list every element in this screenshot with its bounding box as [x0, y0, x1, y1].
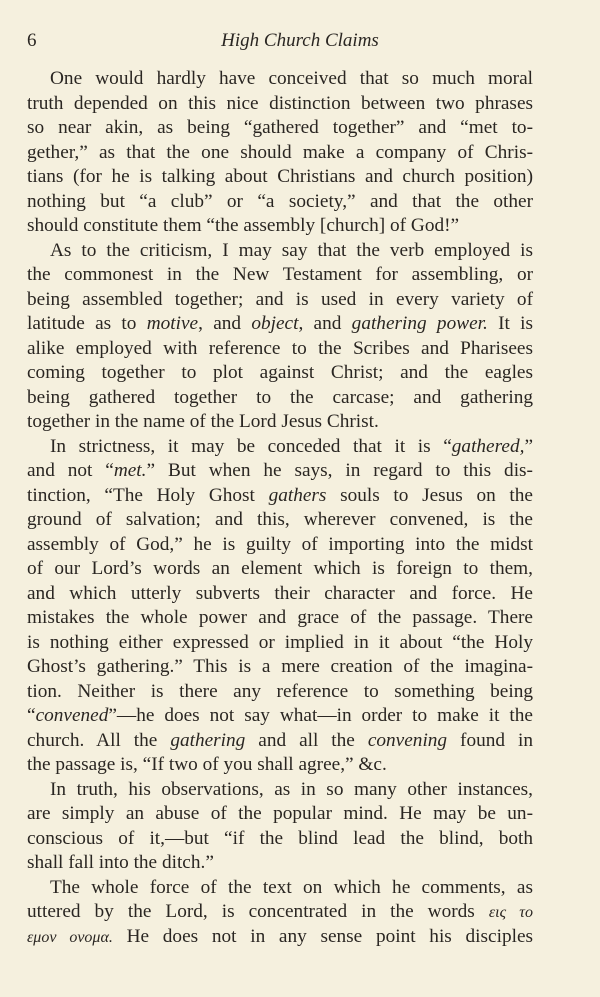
text-segment: church. All the [27, 729, 171, 751]
italic-text: gathered, [451, 435, 525, 457]
text-segment: the passage is, “If two of you shall agree,” &c. [27, 754, 387, 775]
body-text [27, 67, 533, 949]
text-line [27, 386, 533, 411]
text-segment: nothing but “a club” or “a society,” and that the other [27, 190, 533, 212]
text-segment: conscious of it,—but “if the blind lead the blind, both [27, 827, 533, 849]
text-segment: “ [27, 705, 36, 726]
text-segment: , and [198, 313, 252, 334]
text-line [27, 533, 533, 558]
italic-text: gathers [268, 484, 327, 506]
italic-text: gathering [170, 729, 246, 751]
text-segment: One would hardly have conceived that so much moral [50, 68, 533, 89]
text-segment: ”—he does not say what—in order to make it the [108, 705, 533, 726]
text-line [27, 876, 533, 901]
text-segment: uttered by the Lord, is concentrated in the words [27, 901, 489, 922]
italic-text: object [251, 313, 299, 334]
italic-text: gathering power. [351, 313, 488, 334]
text-segment: ” [524, 435, 533, 457]
text-line [27, 92, 533, 117]
text-segment: of our Lord’s words an element which is foreign to them, [27, 558, 533, 579]
text-line [27, 67, 533, 92]
text-line [27, 680, 533, 705]
text-segment: Ghost’s gathering.” This is a mere creation of the imagina- [27, 656, 533, 677]
text-line [27, 459, 533, 484]
text-line [27, 410, 533, 435]
text-line [27, 557, 533, 582]
text-segment: As to the criticism, I may say that the verb employed is [50, 239, 533, 261]
text-line [27, 484, 533, 509]
text-segment: found in [447, 729, 533, 751]
italic-text: convening [367, 729, 448, 751]
text-segment: gether,” as that the one should make a company of Chris- [27, 141, 533, 163]
text-segment: coming together to plot against Christ; and the eagles [27, 362, 533, 383]
text-segment: being gathered together to the carcase; and gathering [27, 386, 533, 408]
text-line [27, 704, 533, 729]
text-line [27, 288, 533, 313]
text-segment: together in the name of the Lord Jesus Christ. [27, 411, 379, 432]
text-line [27, 631, 533, 656]
text-segment: The whole force of the text on which he comments, as [50, 876, 533, 898]
italic-text: met. [113, 460, 147, 481]
text-line [27, 141, 533, 166]
text-segment: being assembled together; and is used in every variety of [27, 288, 533, 310]
text-segment: alike employed with reference to the Scribes and Pharisees [27, 337, 533, 359]
text-line [27, 925, 533, 950]
text-segment: and all the [245, 729, 368, 751]
text-segment: He does not in any sense point his disciples [112, 925, 534, 947]
page-number: 6 [27, 30, 37, 51]
text-segment: tion. Neither is there any reference to something being [27, 680, 533, 702]
text-line [27, 214, 533, 239]
text-line [27, 606, 533, 631]
text-segment: shall fall into the ditch.” [27, 852, 214, 873]
text-segment: souls to Jesus on the [326, 484, 533, 506]
text-line [27, 239, 533, 264]
greek-text: εμον ονομα. [27, 928, 113, 946]
text-segment: ground of salvation; and this, wherever convened, is the [27, 509, 533, 530]
text-segment: and which utterly subverts their character and force. He [27, 582, 533, 604]
text-line [27, 582, 533, 607]
text-segment: assembly of God,” he is guilty of importing into the midst [27, 533, 533, 555]
text-segment: so near akin, as being “gathered together” and “met to- [27, 117, 533, 138]
text-segment: In truth, his observations, as in so many other instances, [50, 778, 533, 800]
text-line [27, 165, 533, 190]
italic-text: motive [146, 313, 199, 334]
text-segment: tians (for he is talking about Christians and church position) [27, 166, 533, 187]
text-line [27, 361, 533, 386]
text-segment: is nothing either expressed or implied in it about “the Holy [27, 631, 533, 653]
text-line [27, 116, 533, 141]
text-line [27, 337, 533, 362]
running-title: High Church Claims [221, 30, 379, 51]
text-line [27, 312, 533, 337]
text-segment: In strictness, it may be conceded that it is “ [50, 435, 452, 457]
text-segment: truth depended on this nice distinction between two phrases [27, 92, 533, 114]
text-segment: and not “ [27, 460, 114, 481]
text-segment: tinction, “The Holy Ghost [27, 484, 269, 506]
text-line [27, 827, 533, 852]
text-line [27, 900, 533, 925]
text-line [27, 508, 533, 533]
text-line [27, 190, 533, 215]
text-line [27, 435, 533, 460]
text-line [27, 778, 533, 803]
text-line [27, 753, 533, 778]
text-line [27, 802, 533, 827]
text-line [27, 263, 533, 288]
italic-text: convened [35, 705, 109, 726]
text-segment: , and [298, 313, 352, 334]
text-segment: It is [487, 313, 533, 334]
text-line [27, 655, 533, 680]
text-segment: ” But when he says, in regard to this dis- [146, 460, 533, 481]
text-line [27, 729, 533, 754]
text-segment: latitude as to [27, 313, 147, 334]
text-segment: should constitute them “the assembly [church] of God!” [27, 215, 460, 236]
greek-text: εις το [488, 904, 533, 921]
text-segment: are simply an abuse of the popular mind. He may be un- [27, 803, 533, 824]
text-line [27, 851, 533, 876]
text-segment: mistakes the whole power and grace of the passage. There [27, 607, 533, 628]
text-segment: the commonest in the New Testament for assembling, or [27, 264, 533, 285]
